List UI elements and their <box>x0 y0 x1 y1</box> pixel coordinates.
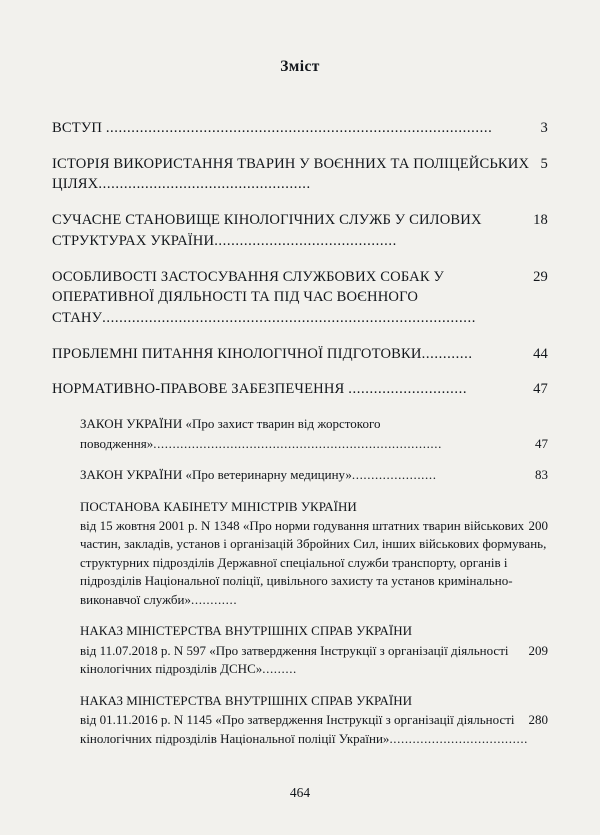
toc-entry-text: ПРОБЛЕМНІ ПИТАННЯ КІНОЛОГІЧНОЇ ПІДГОТОВКИ <box>52 345 422 362</box>
toc-page-number: 280 <box>528 712 548 728</box>
toc-subentry[interactable] <box>52 415 548 453</box>
toc-entry[interactable] <box>52 344 548 365</box>
leader-dots: ...................... <box>351 467 437 483</box>
folio-number: 464 <box>289 785 311 800</box>
toc-subentry-text: від 15 жовтня 2001 р. N 1348 «Про норми годування штатних тварин військових частин, закладів, установ і організацій Збройних Сил, інших військових формувань, структурних підрозділів Державної спеціальної служби транспорту, органів і підрозділів Національної поліції, цивільного захисту та установ кримінально-виконавчої служби» <box>80 518 547 607</box>
page-title: Зміст <box>280 58 320 75</box>
toc-subentry-text: поводження» <box>80 435 154 451</box>
toc-subentry-heading: НАКАЗ МІНІСТЕРСТВА ВНУТРІШНІХ СПРАВ УКРАЇНИ <box>80 692 413 708</box>
toc-entry-text: ОСОБЛИВОСТІ ЗАСТОСУВАННЯ СЛУЖБОВИХ СОБАК У ОПЕРАТИВНОЇ ДІЯЛЬНОСТІ ТА ПІД ЧАС ВОЄННОГО СТАНУ <box>52 268 445 327</box>
toc-subentry[interactable] <box>52 498 548 610</box>
toc-page-number: 18 <box>533 212 548 229</box>
leader-dots: ............ <box>191 591 238 607</box>
toc-subentry[interactable] <box>52 692 548 748</box>
leader-dots: ............ <box>421 345 473 362</box>
toc-entry-text: ВСТУП <box>52 120 106 136</box>
leader-dots: ........................................................................... <box>153 435 442 451</box>
toc-entry[interactable] <box>52 210 548 251</box>
toc-entry-text: НОРМАТИВНО-ПРАВОВЕ ЗАБЕЗПЕЧЕННЯ <box>52 381 349 398</box>
toc-page-number: 200 <box>528 518 548 533</box>
toc-entry[interactable] <box>52 379 548 400</box>
leader-dots: .................................... <box>389 730 529 746</box>
toc-subentry-heading: ПОСТАНОВА КАБІНЕТУ МІНІСТРІВ УКРАЇНИ <box>80 498 357 514</box>
toc-page-number: 47 <box>535 435 548 451</box>
leader-dots: .................................................. <box>98 176 311 193</box>
toc-entries <box>52 118 548 748</box>
toc-page-number: 5 <box>540 155 548 172</box>
toc-entry[interactable] <box>52 154 548 195</box>
toc-page-number: 3 <box>540 120 548 136</box>
leader-dots: ......... <box>262 661 297 677</box>
toc-page-number: 44 <box>533 345 548 362</box>
toc-page-number: 29 <box>533 268 548 285</box>
toc-page-number: 83 <box>535 467 548 483</box>
toc-entry[interactable] <box>52 267 548 329</box>
toc-subentry-heading: ЗАКОН УКРАЇНИ «Про захист тварин від жорстокого <box>80 416 381 432</box>
toc-subentry-text: ЗАКОН УКРАЇНИ «Про ветеринарну медицину» <box>80 467 352 483</box>
toc-subentry-text: від 11.07.2018 р. N 597 «Про затвердження Інструкції з організації діяльності кінологічних підрозділів ДСНС» <box>80 642 509 677</box>
toc-entry-text: ІСТОРІЯ ВИКОРИСТАННЯ ТВАРИН У ВОЄННИХ ТА ПОЛІЦЕЙСЬКИХ ЦІЛЯХ <box>52 155 530 193</box>
toc-page-number: 47 <box>533 381 548 398</box>
toc-subentry[interactable] <box>52 466 548 484</box>
toc-subentry-heading: НАКАЗ МІНІСТЕРСТВА ВНУТРІШНІХ СПРАВ УКРАЇНИ <box>80 623 413 639</box>
leader-dots: ........................................... <box>214 232 397 249</box>
leader-dots: ........................................................................................... <box>105 120 493 136</box>
toc-subentry[interactable] <box>52 622 548 678</box>
toc-subentry-text: від 01.11.2016 р. N 1145 «Про затвердження Інструкції з організації діяльності кінологічних підрозділів Національної поліції України» <box>80 712 515 746</box>
leader-dots: ............................ <box>348 381 468 398</box>
toc-entry-text: СУЧАСНЕ СТАНОВИЩЕ КІНОЛОГІЧНИХ СЛУЖБ У СИЛОВИХ СТРУКТУРАХ УКРАЇНИ <box>52 212 482 249</box>
toc-entry[interactable] <box>52 118 548 139</box>
toc-page-number: 209 <box>528 642 548 658</box>
leader-dots: ........................................................................................ <box>102 310 476 327</box>
